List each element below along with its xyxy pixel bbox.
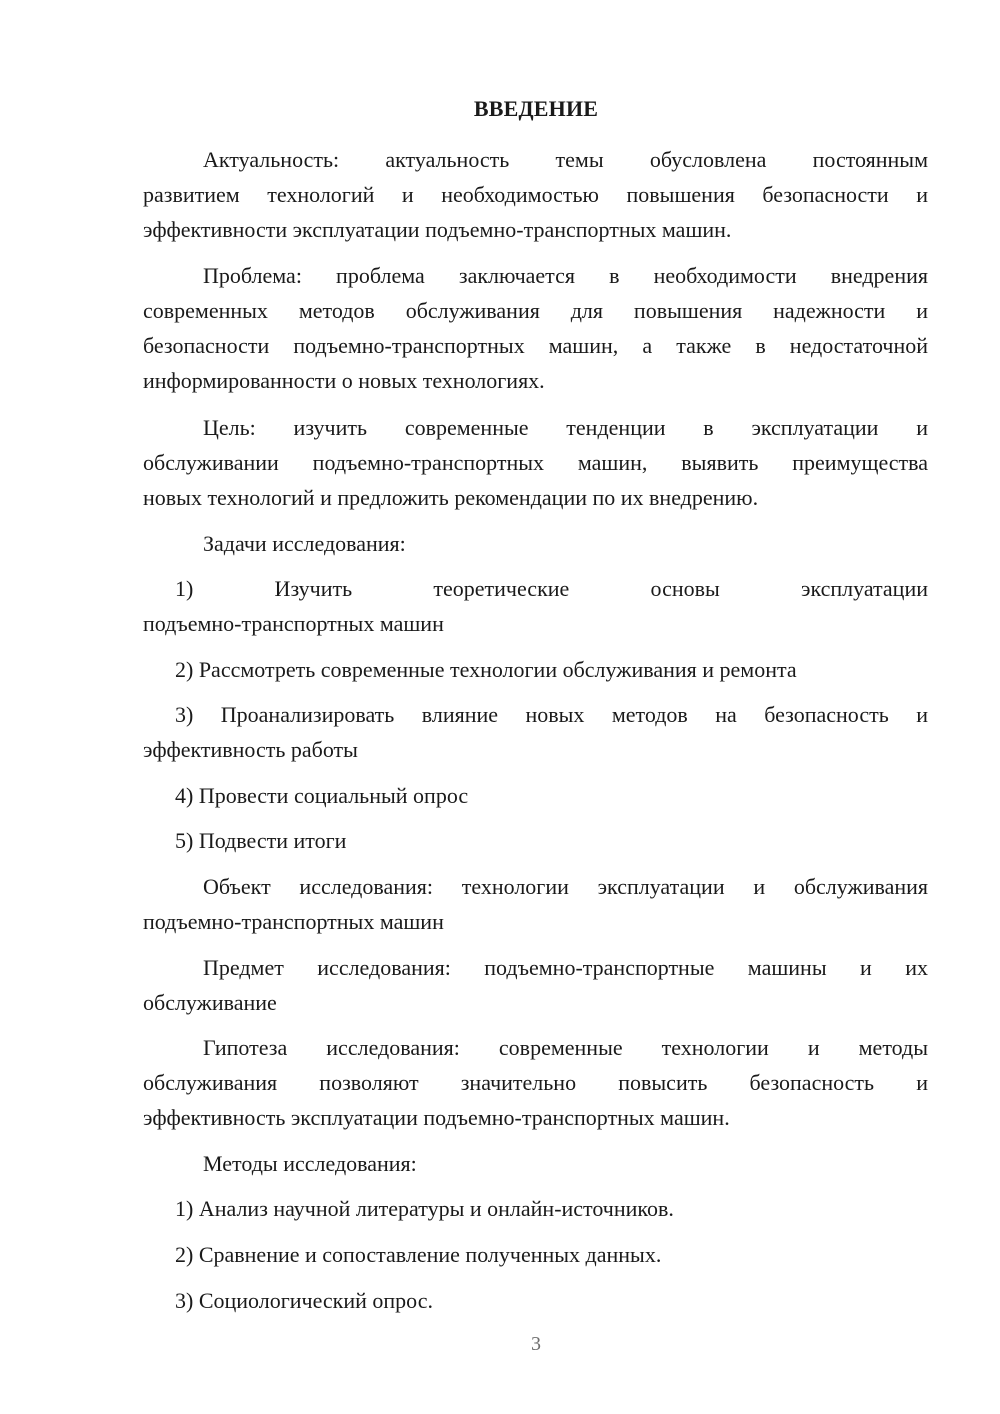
text-line: обслуживание <box>143 990 277 1015</box>
text-line: Проблема: проблема заключается в необходимости внедрения <box>203 263 928 288</box>
text-line: современных методов обслуживания для повышения надежности и <box>143 298 928 323</box>
text-line: подъемно-транспортных машин <box>143 611 444 636</box>
page-number: 3 <box>531 1333 541 1355</box>
task-item-1 <box>143 571 928 641</box>
method-item-3 <box>143 1283 928 1318</box>
text-line: новых технологий и предложить рекомендации по их внедрению. <box>143 485 759 510</box>
task-item-4 <box>143 778 928 813</box>
text-line: информированности о новых технологиях. <box>143 368 545 393</box>
paragraph-subject <box>143 950 928 1020</box>
paragraph-relevance <box>143 142 928 247</box>
text-line: эффективность работы <box>143 737 358 762</box>
task-item-5 <box>143 823 928 858</box>
text-line: Объект исследования: технологии эксплуатации и обслуживания <box>203 874 928 899</box>
text-line: 4) Провести социальный опрос <box>175 783 469 808</box>
text-line: 5) Подвести итоги <box>175 828 347 853</box>
tasks-heading <box>143 526 928 561</box>
text-line: развитием технологий и необходимостью повышения безопасности и <box>143 182 928 207</box>
text-line: Цель: изучить современные тенденции в эксплуатации и <box>203 415 928 440</box>
text-line: Задачи исследования: <box>203 531 406 556</box>
text-line: 3) Социологический опрос. <box>175 1288 433 1313</box>
text-line: обслуживании подъемно-транспортных машин, выявить преимущества <box>143 450 928 475</box>
text-line: эффективность эксплуатации подъемно-транспортных машин. <box>143 1105 730 1130</box>
page-title: ВВЕДЕНИЕ <box>473 96 599 121</box>
text-line: безопасности подъемно-транспортных машин, а также в недостаточной <box>143 333 928 358</box>
task-item-3 <box>143 697 928 767</box>
text-line: Гипотеза исследования: современные технологии и методы <box>203 1035 928 1060</box>
text-line: Актуальность: актуальность темы обусловлена постоянным <box>203 147 928 172</box>
method-item-2 <box>143 1237 928 1272</box>
text-line: 1) Анализ научной литературы и онлайн-источников. <box>175 1196 674 1221</box>
text-line: Предмет исследования: подъемно-транспортные машины и их <box>203 955 928 980</box>
paragraph-goal <box>143 410 928 515</box>
text-line: подъемно-транспортных машин <box>143 909 444 934</box>
text-line: Методы исследования: <box>203 1151 417 1176</box>
text-line: эффективности эксплуатации подъемно-транспортных машин. <box>143 217 732 242</box>
method-item-1 <box>143 1191 928 1226</box>
text-line: 2) Сравнение и сопоставление полученных данных. <box>175 1242 662 1267</box>
paragraph-problem <box>143 258 928 398</box>
text-line: обслуживания позволяют значительно повысить безопасность и <box>143 1070 928 1095</box>
text-line: 3) Проанализировать влияние новых методов на безопасность и <box>175 702 928 727</box>
paragraph-hypothesis <box>143 1030 928 1135</box>
task-item-2 <box>143 652 928 687</box>
methods-heading <box>143 1146 928 1181</box>
text-line: 2) Рассмотреть современные технологии обслуживания и ремонта <box>175 657 797 682</box>
paragraph-object <box>143 869 928 939</box>
text-line: 1) Изучить теоретические основы эксплуатации <box>175 576 928 601</box>
